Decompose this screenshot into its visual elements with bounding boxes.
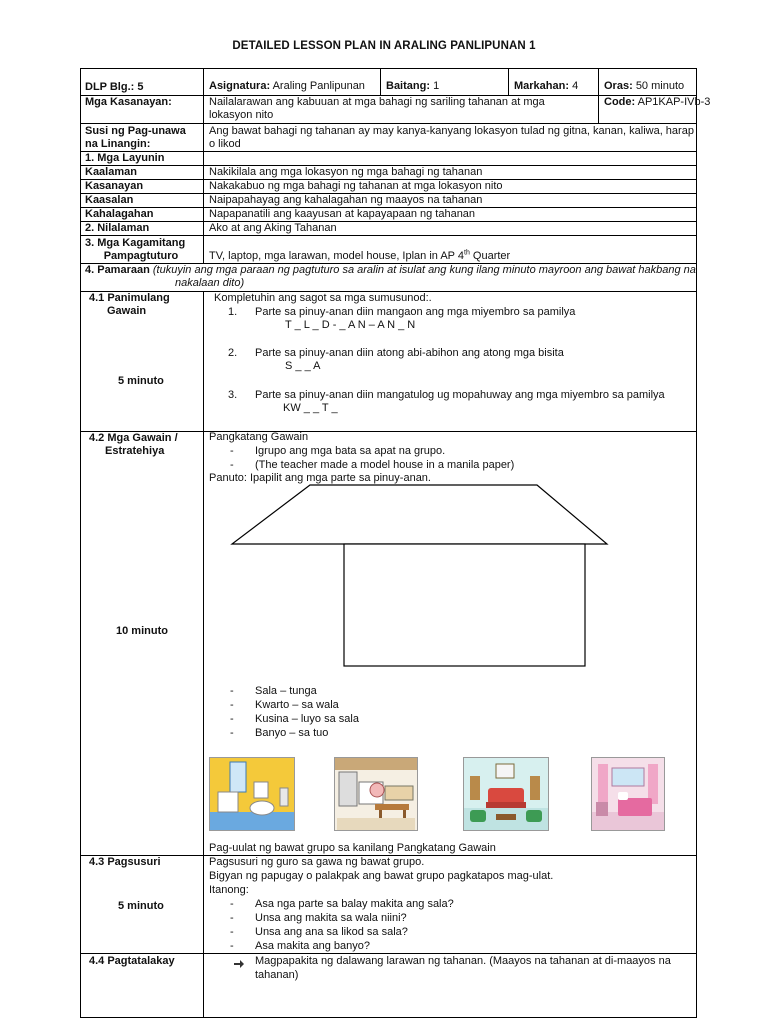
susi-text-1: Ang bawat bahagi ng tahanan ay may kanya-kanyang lokasyon tulad ng gitna, kanan, kaliwa, harap [209, 125, 694, 137]
susi-text-2: o likod [209, 138, 241, 150]
item2-text: Parte sa pinuy-anan diin atong abi-abihon ang atong mga bisita [255, 347, 564, 359]
markahan-label: Markahan: [514, 80, 570, 92]
panuto: Panuto: Ipapilit ang mga parte sa pinuy-anan. [209, 472, 431, 484]
living-room-image [463, 757, 549, 831]
kasanayan-label: Mga Kasanayan: [85, 96, 172, 108]
pagtatalakay-line1: Magpapakita ng dalawang larawan ng tahanan. (Maayos na tahanan at di-maayos na [255, 955, 671, 967]
panimula-label-2: Gawain [107, 305, 147, 317]
kagamitan-sup: th [464, 249, 470, 257]
code-label: Code: [604, 96, 636, 108]
item3-num: 3. [228, 389, 238, 401]
question-3: Unsa ang ana sa likod sa sala? [255, 926, 408, 938]
asignatura-label: Asignatura: [209, 80, 271, 92]
pagsusuri-line3: Itanong: [209, 884, 249, 896]
bullet-dash: - [230, 727, 234, 739]
panimula-intro: Kompletuhin ang sagot sa mga sumusunod:. [214, 292, 432, 304]
gawain-label-2: Estratehiya [105, 445, 165, 457]
kagamitan-label-1: 3. Mga Kagamitang [85, 237, 186, 249]
gawain-minutes: 10 minuto [116, 625, 168, 637]
kasanayan-row-text: Nakakabuo ng mga bahagi ng tahanan at mga lokasyon nito [209, 180, 503, 192]
pamaraan-label: 4. Pamaraan [85, 264, 150, 276]
markahan [514, 80, 578, 93]
pagtatalakay-label: 4.4 Pagtatalakay [89, 955, 175, 967]
item3-text: Parte sa pinuy-anan diin mangatulog ug mopahuway ang mga miyembro sa pamilya [255, 389, 665, 401]
baitang-value: 1 [433, 80, 440, 92]
markahan-value: 4 [572, 80, 579, 92]
part-banyo: Banyo – sa tuo [255, 727, 329, 739]
bullet-dash: - [230, 898, 234, 910]
nilalaman-label: 2. Nilalaman [85, 222, 150, 234]
pamaraan-row [85, 264, 696, 277]
item2-num: 2. [228, 347, 238, 359]
question-1: Asa nga parte sa balay makita ang sala? [255, 898, 454, 910]
pamaraan-note-1: (tukuyin ang mga paraan ng pagtuturo sa aralin at isulat ang kung ilang minuto mayroon ang bawat hakbang na [152, 264, 696, 276]
oras [604, 80, 684, 93]
kagamitan-text-end: Quarter [469, 250, 511, 262]
bullet-dash: - [230, 445, 234, 457]
code [604, 96, 710, 109]
panimula-minutes: 5 minuto [118, 375, 164, 387]
panimula-label-1: 4.1 Panimulang [89, 292, 170, 304]
question-2: Unsa ang makita sa wala niini? [255, 912, 407, 924]
asignatura [209, 80, 365, 93]
bullet-dash: - [230, 685, 234, 697]
bullet-dash: - [230, 912, 234, 924]
kaalaman-label: Kaalaman [85, 166, 137, 178]
kagamitan-text [209, 250, 510, 263]
baitang [386, 80, 439, 93]
item2-blank: S _ _ A [285, 360, 321, 372]
kitchen-image [334, 757, 418, 831]
oras-label: Oras: [604, 80, 633, 92]
bullet-dash: - [230, 926, 234, 938]
bullet-dash: - [230, 699, 234, 711]
gawain-label-1: 4.2 Mga Gawain / [89, 432, 178, 444]
kaasalan-label: Kaasalan [85, 194, 134, 206]
pagsusuri-line2: Bigyan ng papugay o palakpak ang bawat grupo pagkatapos mag-ulat. [209, 870, 554, 882]
pag-uulat: Pag-uulat ng bawat grupo sa kanilang Pangkatang Gawain [209, 842, 496, 854]
kasanayan-line2: lokasyon nito [209, 109, 274, 121]
bathroom-image [209, 757, 295, 831]
gawain-bullet-1: Igrupo ang mga bata sa apat na grupo. [255, 445, 446, 457]
kaalaman-text: Nakikilala ang mga lokasyon ng mga bahagi ng tahanan [209, 166, 483, 178]
oras-value: 50 minuto [635, 80, 685, 92]
baitang-label: Baitang: [386, 80, 430, 92]
part-kwarto: Kwarto – sa wala [255, 699, 339, 711]
pagsusuri-label: 4.3 Pagsusuri [89, 856, 161, 868]
pangkatang-gawain: Pangkatang Gawain [209, 431, 309, 443]
dlp-number: DLP Blg.: 5 [85, 81, 144, 93]
pagsusuri-line1: Pagsusuri ng guro sa gawa ng bawat grupo. [209, 856, 425, 868]
nilalaman-text: Ako at ang Aking Tahanan [209, 222, 337, 234]
model-house-drawing [230, 483, 610, 668]
code-value: AP1KAP-IVb-3 [637, 96, 711, 108]
house-body [344, 544, 585, 666]
pamaraan-note-2: nakalaan dito) [175, 277, 245, 289]
question-4: Asa makita ang banyo? [255, 940, 370, 952]
susi-label-2: na Linangin: [85, 138, 151, 150]
item1-num: 1. [228, 306, 238, 318]
part-kusina: Kusina – luyo sa sala [255, 713, 359, 725]
pagsusuri-minutes: 5 minuto [118, 900, 164, 912]
item3-blank: KW _ _ T _ [283, 402, 338, 414]
kagamitan-label-2: Pampagtuturo [103, 250, 179, 262]
kasanayan-row-label: Kasanayan [85, 180, 144, 192]
bullet-dash: - [230, 459, 234, 471]
gawain-bullet-2: (The teacher made a model house in a manila paper) [255, 459, 515, 471]
lesson-plan-table [80, 68, 711, 1018]
item1-text: Parte sa pinuy-anan diin mangaon ang mga miyembro sa pamilya [255, 306, 576, 318]
bullet-dash: - [230, 940, 234, 952]
kasanayan-line1: Nailalarawan ang kabuuan at mga bahagi ng sariling tahanan at mga [209, 96, 545, 108]
asignatura-value: Araling Panlipunan [272, 80, 365, 92]
part-sala: Sala – tunga [255, 685, 317, 697]
bullet-dash: - [230, 713, 234, 725]
kahalagahan-text: Napapanatili ang kaayusan at kapayapaan ng tahanan [209, 208, 476, 220]
kahalagahan-label: Kahalagahan [85, 208, 154, 220]
layunin-heading: 1. Mga Layunin [85, 152, 165, 164]
house-roof [232, 485, 607, 544]
item1-blank: T _ L _ D - _ A N – A N _ N [285, 319, 416, 331]
susi-label-1: Susi ng Pag-unawa [85, 125, 186, 137]
kaasalan-text: Naipapahayag ang kahalagahan ng maayos na tahanan [209, 194, 483, 206]
page-title: DETAILED LESSON PLAN IN ARALING PANLIPUNAN 1 [232, 40, 536, 52]
arrow-bullet-icon [234, 958, 244, 968]
pagtatalakay-line2: tahanan) [255, 969, 299, 981]
kagamitan-text-main: TV, laptop, mga larawan, model house, Iplan in AP 4 [209, 250, 464, 262]
bedroom-image [591, 757, 665, 831]
